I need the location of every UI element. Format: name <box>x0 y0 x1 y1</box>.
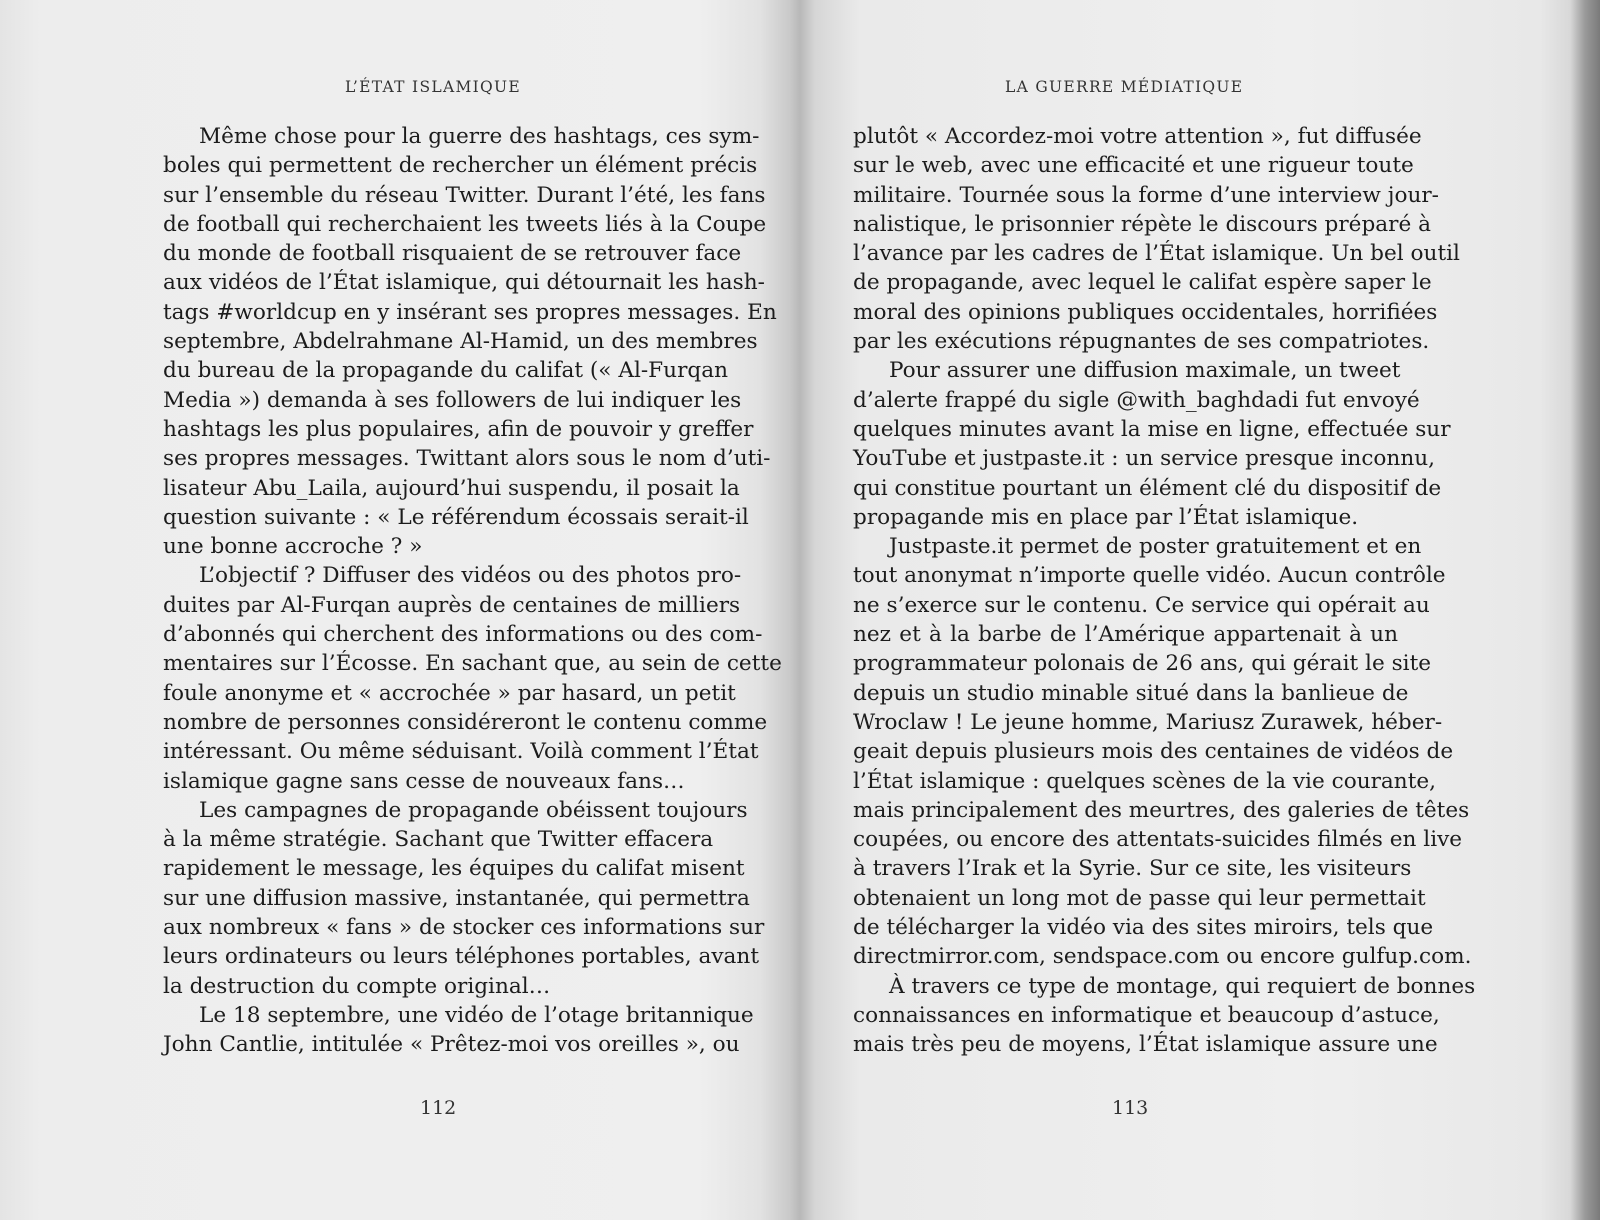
text-line: programmateur polonais de 26 ans, qui gérait le site <box>853 651 1432 677</box>
text-line: ne s’exerce sur le contenu. Ce service qui opérait au <box>853 592 1430 618</box>
text-line: boles qui permettent de rechercher un élément précis <box>163 153 758 179</box>
right-page <box>810 0 1570 1220</box>
text-line: aux vidéos de l’État islamique, qui détournait les hash- <box>163 270 765 296</box>
text-line: geait depuis plusieurs mois des centaines de vidéos de <box>853 739 1454 765</box>
text-line: leurs ordinateurs ou leurs téléphones portables, avant <box>163 944 760 970</box>
body-text <box>853 122 1476 1060</box>
text-line: du bureau de la propagande du califat (« Al-Furqan <box>163 358 728 384</box>
text-line: nombre de personnes considéreront le contenu comme <box>163 709 768 735</box>
text-line: du monde de football risquaient de se retrouver face <box>163 241 742 267</box>
text-line: rapidement le message, les équipes du califat misent <box>163 856 745 882</box>
text-line: duites par Al-Furqan auprès de centaines de milliers <box>163 592 741 618</box>
body-text <box>163 122 782 1060</box>
text-line: Justpaste.it permet de poster gratuitement et en <box>889 534 1422 560</box>
running-head: LA GUERRE MÉDIATIQUE <box>1005 78 1244 96</box>
text-line: tags #worldcup en y insérant ses propres messages. En <box>163 299 777 325</box>
text-line: directmirror.com, sendspace.com ou encore gulfup.com. <box>853 944 1472 970</box>
text-line: Les campagnes de propagande obéissent toujours <box>199 797 748 823</box>
text-line: sur l’ensemble du réseau Twitter. Durant l’été, les fans <box>163 182 766 208</box>
running-head: L’ÉTAT ISLAMIQUE <box>345 78 522 96</box>
text-line: tout anonymat n’importe quelle vidéo. Aucun contrôle <box>853 563 1446 589</box>
text-line: Le 18 septembre, une vidéo de l’otage britannique <box>199 1002 754 1028</box>
text-line: ses propres messages. Twittant alors sous le nom d’uti- <box>163 446 771 472</box>
text-line: plutôt « Accordez-moi votre attention », fut diffusée <box>853 124 1422 149</box>
text-line: L’objectif ? Diffuser des vidéos ou des photos pro- <box>199 563 742 589</box>
text-line: par les exécutions répugnantes de ses compatriotes. <box>853 329 1430 355</box>
text-line: depuis un studio minable situé dans la banlieue de <box>853 680 1409 706</box>
text-line: de télécharger la vidéo via des sites miroirs, tels que <box>853 915 1434 941</box>
text-line: d’abonnés qui cherchent des informations ou des com- <box>163 622 763 648</box>
text-line: mais principalement des meurtres, des galeries de têtes <box>853 797 1470 823</box>
text-line: d’alerte frappé du sigle @with_baghdadi fut envoyé <box>853 387 1420 413</box>
page-number: 113 <box>1112 1097 1149 1119</box>
text-line: sur une diffusion massive, instantanée, qui permettra <box>163 885 750 911</box>
left-page <box>0 0 790 1220</box>
text-line: à travers l’Irak et la Syrie. Sur ce site, les visiteurs <box>853 856 1412 882</box>
text-line: obtenaient un long mot de passe qui leur permettait <box>853 885 1426 911</box>
text-line: aux nombreux « fans » de stocker ces informations sur <box>163 915 765 941</box>
text-line: Même chose pour la guerre des hashtags, ces sym- <box>199 124 760 149</box>
text-line: YouTube et justpaste.it : un service presque inconnu, <box>853 446 1436 472</box>
text-line: de propagande, avec lequel le califat espère saper le <box>853 270 1432 296</box>
text-line: lisateur Abu_Laila, aujourd’hui suspendu, il posait la <box>163 475 740 501</box>
text-line: nez et à la barbe de l’Amérique appartenait à un <box>853 622 1398 648</box>
text-line: propagande mis en place par l’État islamique. <box>853 504 1359 530</box>
text-line: Pour assurer une diffusion maximale, un tweet <box>889 358 1401 384</box>
text-line: moral des opinions publiques occidentales, horrifiées <box>853 299 1438 325</box>
text-line: sur le web, avec une efficacité et une rigueur toute <box>853 153 1414 179</box>
text-line: à la même stratégie. Sachant que Twitter effacera <box>163 827 714 853</box>
text-line: foule anonyme et « accrochée » par hasard, un petit <box>163 680 736 706</box>
text-line: militaire. Tournée sous la forme d’une interview jour- <box>853 182 1439 208</box>
text-line: qui constitue pourtant un élément clé du dispositif de <box>853 475 1442 501</box>
text-line: mentaires sur l’Écosse. En sachant que, au sein de cette <box>163 651 782 677</box>
text-line: Media ») demanda à ses followers de lui indiquer les <box>163 387 742 413</box>
text-line: Wroclaw ! Le jeune homme, Mariusz Zurawek, héber- <box>853 709 1443 735</box>
text-line: septembre, Abdelrahmane Al-Hamid, un des membres <box>163 329 758 355</box>
text-line: nalistique, le prisonnier répète le discours préparé à <box>853 211 1431 237</box>
text-line: la destruction du compte original… <box>163 973 551 999</box>
text-line: de football qui recherchaient les tweets liés à la Coupe <box>163 211 767 237</box>
text-line: l’avance par les cadres de l’État islamique. Un bel outil <box>853 241 1460 267</box>
text-line: hashtags les plus populaires, afin de pouvoir y greffer <box>163 416 754 442</box>
text-line: intéressant. Ou même séduisant. Voilà comment l’État <box>163 739 759 765</box>
text-line: question suivante : « Le référendum écossais serait-il <box>163 504 749 530</box>
text-line: John Cantlie, intitulée « Prêtez-moi vos oreilles », ou <box>163 1032 740 1058</box>
text-line: quelques minutes avant la mise en ligne, effectuée sur <box>853 416 1451 442</box>
text-line: islamique gagne sans cesse de nouveaux fans… <box>163 768 685 794</box>
page-number: 112 <box>420 1097 457 1119</box>
text-line: mais très peu de moyens, l’État islamique assure une <box>853 1032 1438 1058</box>
text-line: une bonne accroche ? » <box>163 534 423 560</box>
text-line: À travers ce type de montage, qui requiert de bonnes <box>889 973 1476 999</box>
text-line: connaissances en informatique et beaucoup d’astuce, <box>853 1002 1440 1028</box>
text-line: coupées, ou encore des attentats-suicides filmés en live <box>853 827 1463 853</box>
text-line: l’État islamique : quelques scènes de la vie courante, <box>853 768 1437 794</box>
